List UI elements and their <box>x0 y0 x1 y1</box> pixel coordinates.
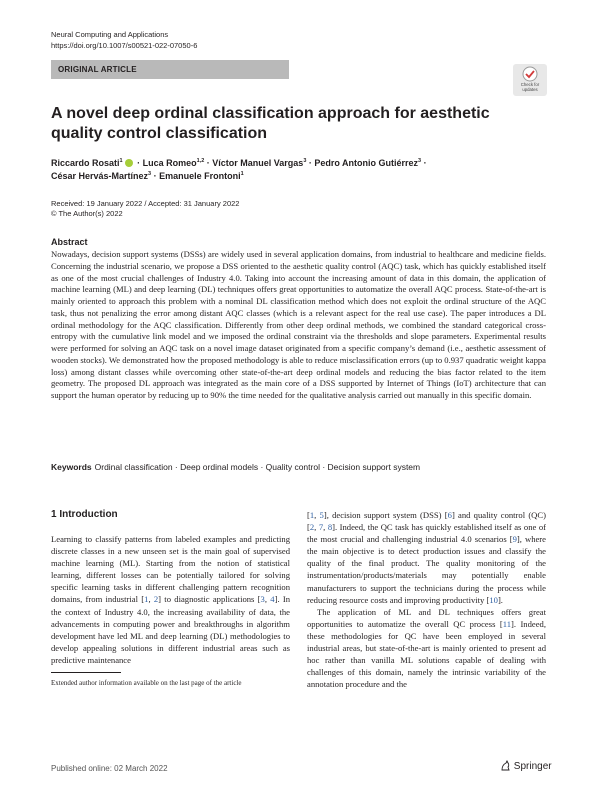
citation-link[interactable]: 8 <box>327 522 333 533</box>
body-column-left <box>51 533 290 666</box>
author-name[interactable]: Luca Romeo <box>142 158 197 168</box>
paper-title: A novel deep ordinal classification approach for aesthetic quality control classification <box>51 105 490 142</box>
citation-link[interactable]: 7 <box>318 522 324 533</box>
authors-line-1: Riccardo Rosati$^1$ · Luca Romeo$^{1,2}$ · Víctor Manuel Vargas$^3$ · Pedro Antonio Gutiérrez$^3$ · <box>51 158 427 168</box>
citation-link[interactable]: 10 <box>489 594 498 605</box>
copyright-line: © The Author(s) 2022 <box>51 209 123 218</box>
keywords-label: Keywords <box>51 462 92 472</box>
check-updates-label: Check for updates <box>520 82 540 92</box>
paragraph: The application of ML and DL techniques offers great opportunities to automatize the overall QC process [11]. Indeed, these methodologies for QC have been employed in several industrial areas, but state-of-the-art is mainly oriented to present ad hoc rather than vanilla ML solutions capable of dealing with challenges of this domain, namely the intrinsic variability of the annotation procedure and the <box>307 606 546 690</box>
author-name[interactable]: Pedro Antonio Gutiérrez <box>314 158 419 168</box>
citation-link[interactable]: 6 <box>447 510 452 520</box>
authors-line-2: César Hervás-Martínez$^3$ · Emanuele Frontoni$^1$ <box>51 171 244 181</box>
publisher-name: Springer <box>513 761 552 772</box>
abstract-heading: Abstract <box>51 237 88 247</box>
published-online-date: Published online: 02 March 2022 <box>51 764 168 773</box>
author-name[interactable]: Víctor Manuel Vargas <box>212 158 304 168</box>
citation-link[interactable]: 4 <box>270 594 275 605</box>
author-affiliation: 1 <box>240 171 244 177</box>
orcid-icon[interactable] <box>125 159 133 167</box>
author-affiliation: 1 <box>119 158 123 164</box>
keywords-line <box>51 462 420 472</box>
citation-link[interactable]: 1 <box>309 510 315 520</box>
citation-link[interactable]: 11 <box>502 618 511 629</box>
publisher-logo <box>500 760 552 773</box>
author-affiliation: 3 <box>418 158 422 164</box>
abstract-text: Nowadays, decision support systems (DSSs) are widely used in several application domains, from industrial to healthcare and medicine fields. Concerning the industrial scenario, we propose a DSS oriented to the aesthetic quality control (AQC) task, which has quickly established itself as one of the most crucial challenges of Industry 4.0. Taking into account the increasing amount of data in this domain, the application of machine learning (ML) and deep learning (DL) techniques offers great opportunities to automatize the overall AQC process. State-of-the-art is mainly oriented to approach this problem with a nominal DL classification method which does not exploit the ordinal structure of the AQC task, thus not penalizing the error among distant AQC classes (which is a relevant aspect for the real use case). The paper introduces a DL ordinal methodology for the AQC classification. Differently from other deep ordinal methods, we combined the standard categorical cross-entropy with the cumulative link model and we imposed the ordinal constraint via the thresholds and slope parameters. Experimental results were performed for solving an AQC task on a novel image dataset originated from a specific company’s demand (i.e., aesthetic assessment of wooden stocks). We demonstrated how the proposed methodology is able to reduce misclassification errors (up to 0.937 quadratic weight kappa loss) among distant classes while overcoming other state-of-the-art deep ordinal models and reducing the bias factor related to the item geometry. The proposed DL approach was integrated as the main core of a DSS supported by Internet of Things (IoT) architecture that can support the human operator by reducing up to 90% the time needed for the qualitative analysis carried out manually in this specific domain. <box>51 249 546 400</box>
author-name[interactable]: Riccardo Rosati <box>51 158 120 168</box>
keywords-text: Ordinal classification · Deep ordinal models · Quality control · Decision support system <box>94 462 421 472</box>
author-name[interactable]: César Hervás-Martínez <box>51 171 149 181</box>
citation-link[interactable]: 3 <box>260 594 265 605</box>
footnote: Extended author information available on the last page of the article <box>51 679 242 687</box>
springer-horse-icon <box>500 760 511 771</box>
article-type-bar <box>51 60 289 79</box>
author-affiliation: 3 <box>148 171 152 177</box>
citation-link[interactable]: 2 <box>309 522 315 533</box>
paragraph: Learning to classify patterns from labeled examples and predicting discrete classes in a new unseen set is the main goal of supervised machine learning (ML). Starting from the notion of statistical learning, different losses can be potentially tailored for solving specific learning tasks in different challenging pattern recognition domains, from industrial [1, 2] to diagnostic applications [3, 4]. In the context of Industry 4.0, the increasing availability of data, the advancements in computing power and breakthroughs in algorithm development have led ML and deep learning (DL) methodologies to develop appealing solutions in different industrial areas such as predictive maintenance <box>51 534 291 665</box>
author-name[interactable]: Emanuele Frontoni <box>159 171 241 181</box>
footnote-divider <box>51 672 121 673</box>
journal-name: Neural Computing and Applications <box>51 30 169 39</box>
citation-link[interactable]: 1 <box>144 594 149 605</box>
doi-link[interactable]: https://doi.org/10.1007/s00521-022-07050-6 <box>51 41 198 50</box>
received-accepted-dates: Received: 19 January 2022 / Accepted: 31 January 2022 <box>51 199 240 208</box>
body-column-right <box>307 509 546 690</box>
citation-link[interactable]: 5 <box>319 510 324 520</box>
citation-link[interactable]: 9 <box>512 534 517 545</box>
citation-link[interactable]: 2 <box>153 594 159 605</box>
article-type: ORIGINAL ARTICLE <box>58 65 137 74</box>
paragraph: [1, 5], decision support system (DSS) [6] and quality control (QC) [2, 7, 8]. Indeed, the QC task has quickly established itself as one of the most crucial and challenging industrial 4.0 scenarios [9], where the main objective is to detect production issues and classify the quality of the final product. The quality monitoring of the instrumentation/products/materials may potentially enable manufacturers to support the technicians during the process while reducing resource costs and improving productivity [10]. <box>307 510 547 605</box>
check-for-updates-badge[interactable] <box>513 64 547 96</box>
section-heading-introduction: 1 Introduction <box>51 509 118 520</box>
author-affiliation: 1,2 <box>196 158 205 164</box>
check-updates-icon <box>522 66 538 82</box>
author-affiliation: 3 <box>303 158 307 164</box>
